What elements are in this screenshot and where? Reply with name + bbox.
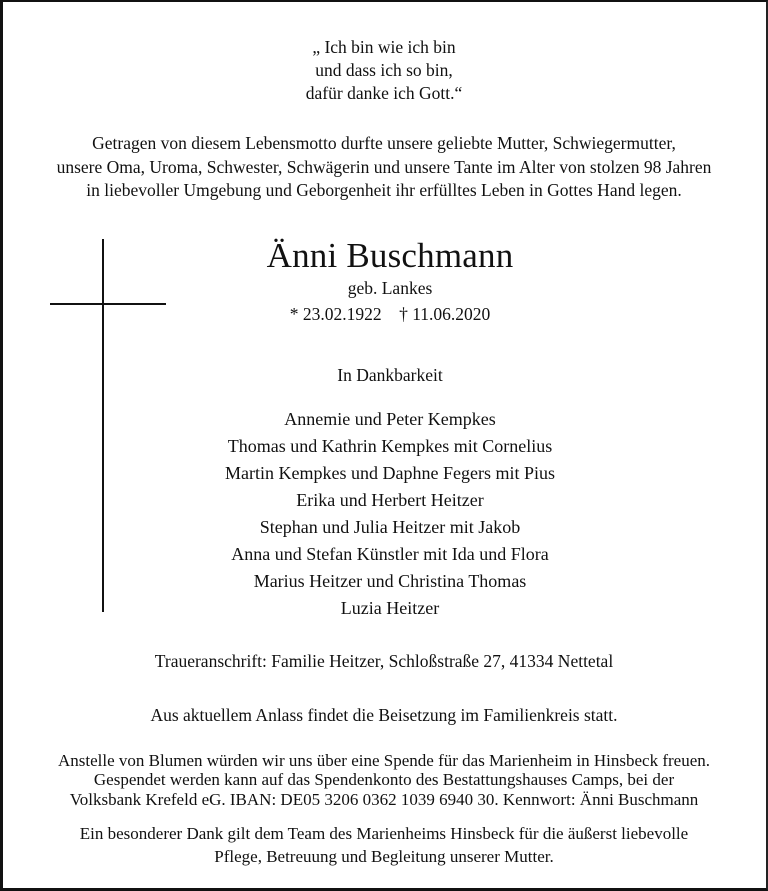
intro-line-2: unsere Oma, Uroma, Schwester, Schwägerin und unsere Tante im Alter von stolzen 98 Jahren (56, 157, 712, 177)
cross-vertical-bar (102, 239, 104, 612)
donation-line-2: Gespendet werden kann auf das Spendenkonto des Bestattungshauses Camps, bei der (93, 770, 675, 789)
mourning-address: Traueranschrift: Familie Heitzer, Schloßstraße 27, 41334 Nettetal (154, 651, 614, 671)
quote-line-1: „ Ich bin wie ich bin (312, 37, 456, 57)
mourner-entry: Luzia Heitzer (340, 598, 440, 618)
mourner-entry: Erika und Herbert Heitzer (296, 490, 484, 510)
intro-line-1: Getragen von diesem Lebensmotto durfte unsere geliebte Mutter, Schwiegermutter, (92, 133, 676, 153)
cross-horizontal-bar (50, 303, 166, 305)
donation-line-3: Volksbank Krefeld eG. IBAN: DE05 3206 0362 1039 6940 30. Kennwort: Änni Buschmann (69, 790, 699, 809)
deceased-name: Änni Buschmann (266, 236, 514, 275)
mourner-entry: Annemie und Peter Kempkes (284, 409, 496, 429)
mourner-entry: Marius Heitzer und Christina Thomas (253, 571, 527, 591)
thanks-line-2: Pflege, Betreuung und Begleitung unserer Mutter. (214, 847, 554, 866)
mourner-entry: Thomas und Kathrin Kempkes mit Cornelius (227, 436, 553, 456)
intro-line-3: in liebevoller Umgebung und Geborgenheit ihr erfülltes Leben in Gottes Hand legen. (86, 180, 682, 200)
life-dates: * 23.02.1922 † 11.06.2020 (289, 304, 491, 324)
maiden-name: geb. Lankes (347, 278, 433, 298)
thanks-line-1: Ein besonderer Dank gilt dem Team des Marienheims Hinsbeck für die äußerst liebevolle (79, 824, 689, 843)
donation-line-1: Anstelle von Blumen würden wir uns über eine Spende für das Marienheim in Hinsbeck freuen. (58, 751, 710, 770)
mourner-entry: Anna und Stefan Künstler mit Ida und Flora (231, 544, 549, 564)
mourner-entry: Martin Kempkes und Daphne Fegers mit Pius (225, 463, 555, 483)
mourners-heading: In Dankbarkeit (337, 365, 443, 385)
mourner-entry: Stephan und Julia Heitzer mit Jakob (259, 517, 521, 537)
quote-line-2: und dass ich so bin, (315, 60, 453, 80)
quote-line-3: dafür danke ich Gott.“ (305, 83, 463, 103)
funeral-note: Aus aktuellem Anlass findet die Beisetzung im Familienkreis statt. (150, 705, 618, 725)
